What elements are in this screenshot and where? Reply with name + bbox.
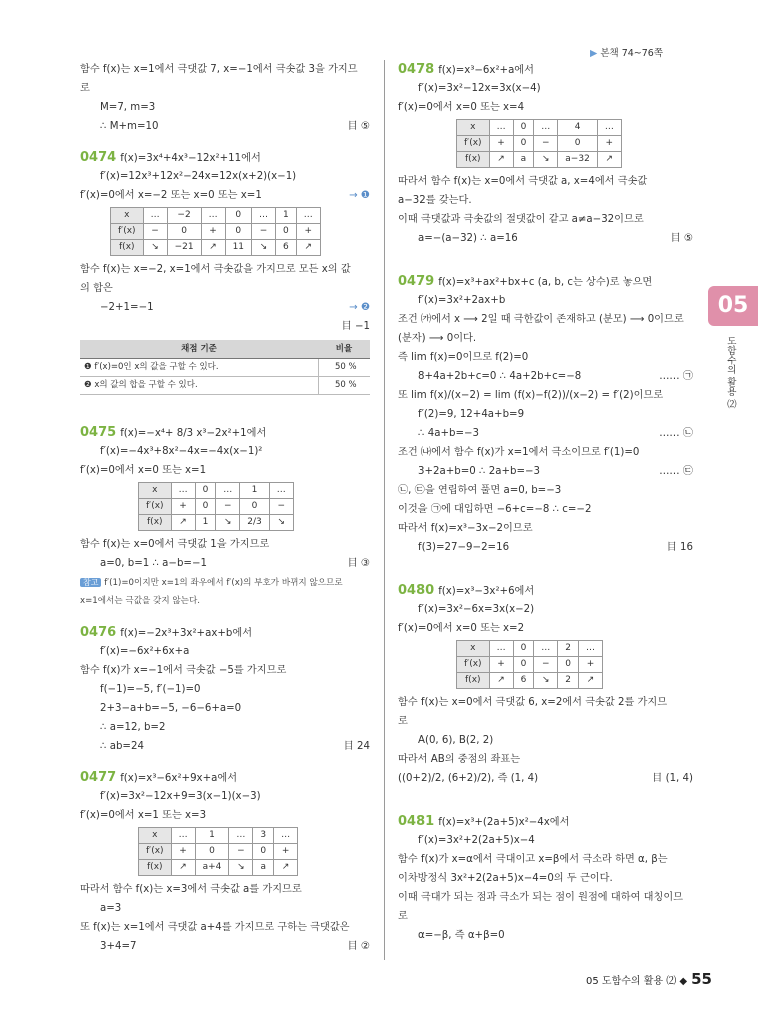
- problem-number: 0474: [80, 150, 117, 165]
- text-line: f′(x)=3x²−6x=3x(x−2): [418, 604, 535, 615]
- page-header: ▶ 본책 74~76쪽: [590, 48, 664, 59]
- answer-label: 目 (1, 4): [652, 773, 693, 784]
- sign-table: x … 0 … 1 … f′(x) + 0 − 0 − f(x) ↗ 1 ↘ 2/3 ↘: [138, 482, 294, 531]
- answer-label: 目 ⑤: [347, 121, 370, 132]
- text-line: 따라서 함수 f(x)는 x=0에서 극댓값 a, x=4에서 극솟값: [398, 176, 648, 187]
- note: 참고 f′(1)=0이지만 x=1의 좌우에서 f′(x)의 부호가 바뀌지 않으므로: [80, 573, 370, 592]
- problem-number: 0475: [80, 425, 117, 440]
- text-line: f′(x)=3x²+2ax+b: [418, 295, 506, 306]
- text-line: f′(x)=3x²+2(2a+5)x−4: [418, 835, 535, 846]
- note: x=1에서는 극값을 갖지 않는다.: [80, 596, 200, 606]
- text-line: a=0, b=1 ∴ a−b=−1 目 ③: [80, 554, 370, 573]
- text-line: 조건 ㈏에서 함수 f(x)가 x=1에서 극소이므로 f′(1)=0: [398, 447, 640, 458]
- page-number: 55: [691, 970, 712, 988]
- text-line: f′(x)=−4x³+8x²−4x=−4x(x−1)²: [100, 446, 263, 457]
- sign-table: x … 0 … 4 … f′(x) + 0 − 0 + f(x) ↗ a ↘ a−32 ↗: [456, 119, 622, 168]
- text-line: 이것을 ㉠에 대입하면 −6+c=−8 ∴ c=−2: [398, 504, 592, 515]
- text-line: f(−1)=−5, f′(−1)=0: [100, 684, 201, 695]
- problem-number: 0476: [80, 625, 117, 640]
- answer-label: 目 ②: [347, 941, 370, 952]
- problem-0476: 0476 f(x)=−2x³+3x²+ax+b에서 f′(x)=−6x²+6x+a 함수 f(x)가 x=−1에서 극솟값 −5를 가지므로 f(−1)=−5, f′(−1)=0 2+3−a+b=−5, −6−6+a=0 ∴ a=12, b=2 ∴ ab=24 目 24: [80, 623, 370, 756]
- text-line: 또 f(x)는 x=1에서 극댓값 a+4를 가지므로 구하는 극댓값은: [80, 922, 350, 933]
- text-line: f′(x)=3x²−12x=3x(x−4): [418, 83, 541, 94]
- chapter-tab: 05: [708, 286, 758, 326]
- text-line: 로: [80, 83, 90, 94]
- text-line: 따라서 AB의 중점의 좌표는: [398, 754, 521, 765]
- text-line: 또 lim f(x)/(x−2) = lim (f(x)−f(2))/(x−2) = f′(2)이므로: [398, 390, 664, 401]
- text-line: 따라서 함수 f(x)는 x=3에서 극솟값 a를 가지므로: [80, 884, 302, 895]
- equation-tag: …… ㉡: [659, 428, 693, 439]
- text-line: f′(2)=9, 12+4a+b=9: [418, 409, 525, 420]
- step-marker: → ❶: [349, 190, 370, 201]
- equation-tag: …… ㉠: [659, 371, 693, 382]
- text-line: 함수 f(x)는 x=0에서 극댓값 1을 가지므로: [80, 539, 270, 550]
- column-divider: [384, 60, 385, 960]
- text-line: f′(x)=0에서 x=0 또는 x=1: [80, 465, 207, 476]
- text-line: f′(x)=3x²−12x+9=3(x−1)(x−3): [100, 791, 261, 802]
- text-line: ∴ ab=24 目 24: [80, 737, 370, 756]
- problem-number: 0477: [80, 770, 117, 785]
- text-line: f′(x)=0에서 x=0 또는 x=4: [398, 102, 525, 113]
- chapter-tab-label: 도함수의 활용 ⑵: [724, 336, 736, 409]
- problem-0480: 0480 f(x)=x³−3x²+6에서 f′(x)=3x²−6x=3x(x−2) f′(x)=0에서 x=0 또는 x=2 x … 0 … 2 … f′(x) + 0 − 0 + f(x) ↗ 6 ↘ 2 ↗ 함수 f(x)는 x=0에서 극댓값 6, x=2에서 극솟값 2를 가지므 로 A(0, 6), B(2, 2) 따라서 AB의 중점의 좌표는 ((0+2)/2, (6+2)/2), 즉 (1, 4) 目 (1, 4): [398, 581, 693, 788]
- sign-table: x … −2 … 0 … 1 … f′(x) − 0 + 0 − 0 + f(x) ↘ −21 ↗ 11 ↘ 6 ↗: [110, 207, 321, 256]
- text-line: 2+3−a+b=−5, −6−6+a=0: [100, 703, 242, 714]
- problem-number: 0479: [398, 274, 435, 289]
- text-line: 3+2a+b=0 ∴ 2a+b=−3 …… ㉢: [398, 462, 693, 481]
- text-line: a=−(a−32) ∴ a=16 目 ⑤: [398, 229, 693, 248]
- text-line: 함수 f(x)가 x=−1에서 극솟값 −5를 가지므로: [80, 665, 287, 676]
- problem-0479: 0479 f(x)=x³+ax²+bx+c (a, b, c는 상수)로 놓으면 f′(x)=3x²+2ax+b 조건 ㈎에서 x ⟶ 2일 때 극한값이 존재하고 (분모) ⟶ 0이므로 (분자) ⟶ 0이다. 즉 lim f(x)=0이므로 f(2)=0 8+4a+2b+c=0 ∴ 4a+2b+c=−8 …… ㉠ 또 lim f(x)/(x−2) = lim (f(x)−f(2))/(x−2) = f′(2)이므로 f′(2)=9, 12+4a+b=9 ∴ 4a+b=−3 …… ㉡ 조건 ㈏에서 함수 f(x)가 x=1에서 극소이므로 f′(1)=0 3+2a+b=0 ∴ 2a+b=−3 …… ㉢ ㉡, ㉢을 연립하여 풀면 a=0, b=−3 이것을 ㉠에 대입하면 −6+c=−8 ∴ c=−2 따라서 f(x)=x³−3x−2이므로 f(3)=27−9−2=16 目 16: [398, 272, 693, 557]
- text-line: 함수 f(x)는 x=1에서 극댓값 7, x=−1에서 극솟값 3을 가지므: [80, 64, 358, 75]
- answer-label: 目 ⑤: [670, 233, 693, 244]
- text-line: −2+1=−1 → ❷: [80, 298, 370, 317]
- text-line: ∴ 4a+b=−3 …… ㉡: [398, 424, 693, 443]
- sign-table: x … 0 … 2 … f′(x) + 0 − 0 + f(x) ↗ 6 ↘ 2 ↗: [456, 640, 603, 689]
- answer-line: [80, 317, 370, 336]
- left-column: [80, 60, 370, 956]
- text-line: ((0+2)/2, (6+2)/2), 즉 (1, 4) 目 (1, 4): [398, 769, 693, 788]
- problem-0474: 0474 f(x)=3x⁴+4x³−12x²+11에서 f′(x)=12x³+12x²−24x=12x(x+2)(x−1) f′(x)=0에서 x=−2 또는 x=0 또는 x=1 → ❶ x … −2 … 0 … 1 … f′(x) − 0 + 0 − 0 + f(x) ↘ −21 ↗ 11 ↘ 6 ↗ 함수 f(x)는 x=−2, x=1에서 극솟값을 가지므로 모든 x의 값 의 합은 −2+1=−1 → ❷ 目 −1 채점 기준 비율 ❶ f′(x)=0인 x의 값을 구할 수 있다. 50 % ❷ x의 값의 합을 구할 수 있다. 50 %: [80, 148, 370, 395]
- problem-number: 0481: [398, 814, 435, 829]
- text-line: 조건 ㈎에서 x ⟶ 2일 때 극한값이 존재하고 (분모) ⟶ 0이므로: [398, 314, 684, 325]
- text-line: 이때 극대가 되는 점과 극소가 되는 점이 원점에 대하여 대칭이므: [398, 892, 684, 903]
- note-badge: 참고: [80, 578, 101, 587]
- text-line: a−32를 갖는다.: [398, 195, 472, 206]
- text-line: 이차방정식 3x²+2(2a+5)x−4=0의 두 근이다.: [398, 873, 613, 884]
- text-line: α=−β, 즉 α+β=0: [418, 930, 505, 941]
- problem-0478: 0478 f(x)=x³−6x²+a에서 f′(x)=3x²−12x=3x(x−4) f′(x)=0에서 x=0 또는 x=4 x … 0 … 4 … f′(x) + 0 − 0 + f(x) ↗ a ↘ a−32 ↗ 따라서 함수 f(x)는 x=0에서 극댓값 a, x=4에서 극솟값 a−32를 갖는다. 이때 극댓값과 극솟값의 절댓값이 같고 a≠a−32이므로 a=−(a−32) ∴ a=16 目 ⑤: [398, 60, 693, 248]
- text-line: f′(x)=0에서 x=−2 또는 x=0 또는 x=1 → ❶: [80, 186, 370, 205]
- text-line: 함수 f(x)는 x=−2, x=1에서 극솟값을 가지므로 모든 x의 값: [80, 264, 351, 275]
- text-line: ㉡, ㉢을 연립하여 풀면 a=0, b=−3: [398, 485, 562, 496]
- text-line: 함수 f(x)가 x=α에서 극대이고 x=β에서 극소라 하면 α, β는: [398, 854, 668, 865]
- text-line: a=3: [100, 903, 122, 914]
- text-line: (분자) ⟶ 0이다.: [398, 333, 477, 344]
- text-line: f′(x)=0에서 x=0 또는 x=2: [398, 623, 525, 634]
- sign-table: x … 1 … 3 … f′(x) + 0 − 0 + f(x) ↗ a+4 ↘ a ↗: [138, 827, 298, 876]
- right-column: [398, 60, 693, 945]
- page-footer: 05 도함수의 활용 ⑵ ◆ 55: [586, 970, 712, 988]
- text-line: ∴ a=12, b=2: [100, 722, 166, 733]
- answer-label: 目 ③: [347, 558, 370, 569]
- problem-number: 0478: [398, 62, 435, 77]
- text-line: A(0, 6), B(2, 2): [418, 735, 494, 746]
- text-line: f′(x)=−6x²+6x+a: [100, 646, 190, 657]
- equation-tag: …… ㉢: [659, 466, 693, 477]
- text-line: 로: [398, 911, 408, 922]
- answer-label: 目 24: [343, 741, 370, 752]
- text-line: 이때 극댓값과 극솟값의 절댓값이 같고 a≠a−32이므로: [398, 214, 644, 225]
- problem-0477: 0477 f(x)=x³−6x²+9x+a에서 f′(x)=3x²−12x+9=3(x−1)(x−3) f′(x)=0에서 x=1 또는 x=3 x … 1 … 3 … f′(x) + 0 − 0 + f(x) ↗ a+4 ↘ a ↗ 따라서 함수 f(x)는 x=3에서 극솟값 a를 가지므로 a=3 또 f(x)는 x=1에서 극댓값 a+4를 가지므로 구하는 극댓값은 3+4=7 目 ②: [80, 768, 370, 956]
- text-line: f′(x)=0에서 x=1 또는 x=3: [80, 810, 207, 821]
- text-line: M=7, m=3: [100, 102, 156, 113]
- text-line: 로: [398, 716, 408, 727]
- text-line: ∴ M+m=10 目 ⑤: [80, 117, 370, 136]
- problem-0481: 0481 f(x)=x³+(2a+5)x²−4x에서 f′(x)=3x²+2(2a+5)x−4 함수 f(x)가 x=α에서 극대이고 x=β에서 극소라 하면 α, β는 이차방정식 3x²+2(2a+5)x−4=0의 두 근이다. 이때 극대가 되는 점과 극소가 되는 점이 원점에 대하여 대칭이므 로 α=−β, 즉 α+β=0: [398, 812, 693, 945]
- text-line: 8+4a+2b+c=0 ∴ 4a+2b+c=−8 …… ㉠: [398, 367, 693, 386]
- answer-label: 目 −1: [341, 321, 370, 332]
- grading-table: 채점 기준 비율 ❶ f′(x)=0인 x의 값을 구할 수 있다. 50 % ❷ x의 값의 합을 구할 수 있다. 50 %: [80, 340, 370, 395]
- text-line: f(3)=27−9−2=16 目 16: [398, 538, 693, 557]
- text-line: 의 합은: [80, 283, 113, 294]
- text-line: 즉 lim f(x)=0이므로 f(2)=0: [398, 352, 529, 363]
- text-line: 따라서 f(x)=x³−3x−2이므로: [398, 523, 533, 534]
- text-line: 함수 f(x)는 x=0에서 극댓값 6, x=2에서 극솟값 2를 가지므: [398, 697, 668, 708]
- step-marker: → ❷: [349, 302, 370, 313]
- text-line: f′(x)=12x³+12x²−24x=12x(x+2)(x−1): [100, 171, 297, 182]
- text-line: 3+4=7 目 ②: [80, 937, 370, 956]
- problem-0475: 0475 f(x)=−x⁴+ 8/3 x³−2x²+1에서 f′(x)=−4x³+8x²−4x=−4x(x−1)² f′(x)=0에서 x=0 또는 x=1 x … 0 … 1 … f′(x) + 0 − 0 − f(x) ↗ 1 ↘ 2/3 ↘ 함수 f(x)는 x=0에서 극댓값 1을 가지므로 a=0, b=1 ∴ a−b=−1 目 ③ 참고 f′(1)=0이지만 x=1의 좌우에서 f′(x)의 부호가 바뀌지 않으므로 x=1에서는 극값을 갖지 않는다.: [80, 423, 370, 611]
- problem-number: 0480: [398, 583, 435, 598]
- answer-label: 目 16: [666, 542, 693, 553]
